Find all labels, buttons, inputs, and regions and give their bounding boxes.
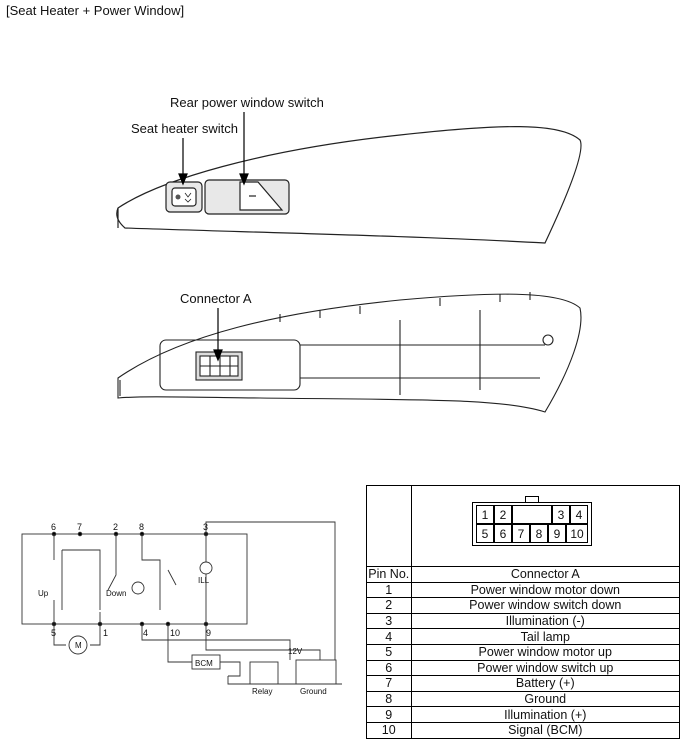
pin-cell: 3 <box>552 505 570 524</box>
schematic-pin-5: 5 <box>51 628 57 638</box>
row-pin: 5 <box>367 644 412 660</box>
motor-label: M <box>75 641 82 650</box>
row-pin: 2 <box>367 598 412 614</box>
row-desc: Illumination (-) <box>411 613 679 629</box>
row-desc: Illumination (+) <box>411 707 679 723</box>
table-row <box>367 582 680 598</box>
pin-cell: 6 <box>494 524 512 543</box>
row-pin: 8 <box>367 691 412 707</box>
schematic-pin-6: 6 <box>51 522 57 532</box>
up-label: Up <box>38 589 49 598</box>
12v-label: 12V <box>288 647 303 656</box>
row-pin: 6 <box>367 660 412 676</box>
down-label: Down <box>106 589 127 598</box>
relay-label: Relay <box>252 687 273 696</box>
seat-heater-switch-label: Seat heater switch <box>131 121 238 136</box>
row-pin: 3 <box>367 613 412 629</box>
row-desc: Signal (BCM) <box>411 722 679 738</box>
table-row <box>367 644 680 660</box>
ill-label: ILL <box>198 576 210 585</box>
table-row <box>367 598 680 614</box>
pin-cell: 9 <box>548 524 566 543</box>
pin-cell-empty <box>512 505 552 524</box>
pin-cell: 10 <box>566 524 588 543</box>
connector-a-face <box>472 502 592 546</box>
table-row <box>367 722 680 738</box>
row-desc: Power window motor down <box>411 582 679 598</box>
row-pin: 4 <box>367 629 412 645</box>
pin-cell: 4 <box>570 505 588 524</box>
pin-cell: 7 <box>512 524 530 543</box>
pin-cell: 1 <box>476 505 494 524</box>
schematic-pin-2: 2 <box>113 522 119 532</box>
row-desc: Power window motor up <box>411 644 679 660</box>
schematic-pin-1: 1 <box>103 628 109 638</box>
table-row <box>367 613 680 629</box>
schematic-pin-3: 3 <box>203 522 209 532</box>
ground-label: Ground <box>300 687 327 696</box>
row-desc: Power window switch down <box>411 598 679 614</box>
row-pin: 9 <box>367 707 412 723</box>
page-title: [Seat Heater + Power Window] <box>6 3 185 18</box>
pin-cell: 5 <box>476 524 494 543</box>
pin-cell: 8 <box>530 524 548 543</box>
pin-header: Pin No. <box>368 567 410 582</box>
rear-power-window-switch-label: Rear power window switch <box>170 95 324 110</box>
connector-a-label: Connector A <box>180 291 252 306</box>
row-desc: Tail lamp <box>411 629 679 645</box>
row-pin: 7 <box>367 676 412 692</box>
table-row <box>367 707 680 723</box>
schematic-pin-9: 9 <box>206 628 212 638</box>
schematic-pin-4: 4 <box>143 628 149 638</box>
row-desc: Battery (+) <box>411 676 679 692</box>
row-pin: 1 <box>367 582 412 598</box>
bcm-label: BCM <box>195 659 213 668</box>
table-row <box>367 691 680 707</box>
table-row <box>367 676 680 692</box>
pin-cell: 2 <box>494 505 512 524</box>
row-desc: Power window switch up <box>411 660 679 676</box>
table-row <box>367 629 680 645</box>
row-desc: Ground <box>411 691 679 707</box>
schematic-pin-10: 10 <box>170 628 181 638</box>
table-row <box>367 660 680 676</box>
connector-header: Connector A <box>411 567 679 583</box>
connector-latch <box>525 496 539 503</box>
schematic-pin-8: 8 <box>139 522 145 532</box>
schematic-pin-7: 7 <box>77 522 83 532</box>
pin-table-blank-cell <box>367 486 412 567</box>
row-pin: 10 <box>367 722 412 738</box>
